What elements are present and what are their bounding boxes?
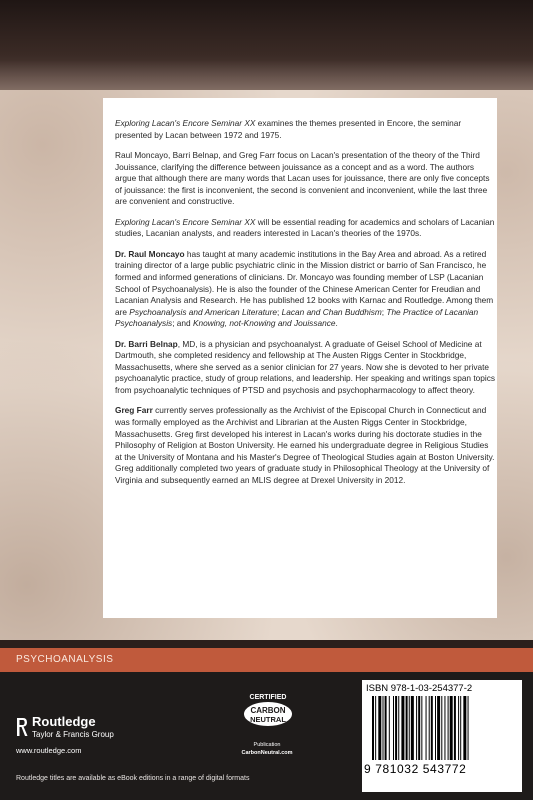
barcode-bar [444, 696, 445, 760]
separator: ; [381, 306, 387, 317]
book-title-italic: Knowing, not-Knowing and Jouissance [192, 318, 336, 329]
barcode-bar [375, 696, 376, 760]
barcode-bar [383, 696, 384, 760]
author-name: Greg Farr [115, 405, 153, 416]
barcode-bar [416, 696, 417, 760]
publisher-name: Routledge [32, 714, 96, 729]
author-bio-moncayo [115, 249, 497, 330]
publisher-group: Taylor & Francis Group [32, 730, 114, 739]
book-title-italic: The Practice of Lacanian Psychoanalysis [115, 306, 479, 329]
top-dark-band [0, 0, 533, 90]
separator: ; and [172, 318, 193, 329]
barcode-bar [441, 696, 442, 760]
isbn-label: ISBN 978-1-03-254377-2 [366, 683, 473, 694]
barcode-bar [463, 696, 466, 760]
badge-carbon-text: CARBON [250, 706, 286, 715]
badge-neutral-text: NEUTRAL [250, 715, 286, 724]
barcode-bar [395, 696, 397, 760]
routledge-logo-icon [16, 716, 29, 738]
barcode-icon [372, 696, 502, 760]
barcode-bar [398, 696, 399, 760]
blurb-text: will be essential reading for academics and scholars of Lacanian studies, Lacanian analysts, and readers interested in Lacan's theories of the 1970s. [115, 216, 495, 239]
book-title-italic: Psychoanalysis and American Literature [129, 306, 278, 317]
barcode-bar [378, 696, 381, 760]
separator: . [335, 318, 338, 329]
barcode-bar [468, 696, 469, 760]
barcode-bar [454, 696, 456, 760]
subject-category-bar: PSYCHOANALYSIS [0, 648, 533, 672]
barcode-bar [431, 696, 433, 760]
publisher-url: www.routledge.com [16, 746, 82, 755]
author-bio-text: has taught at many academic institutions in the Bay Area and abroad. As a retired training director of a large public psychiatric clinic in the Mission district or barrio of San Francisco, he formed and informed generations of clinicians. Dr. Moncayo was founding member of LSP (Lacanian School of Psychoanalysis). He is also the founder of the Chinese American Center for Freudian and Lacanian Analysis and Research. He has published 12 books with Karnac and Routledge. Among them are [115, 248, 494, 317]
barcode-bar [418, 696, 420, 760]
barcode-bar [409, 696, 410, 760]
barcode-bar [437, 696, 440, 760]
barcode-bar [435, 696, 436, 760]
author-bio-belnap [115, 339, 497, 397]
barcode-bar [426, 696, 427, 760]
book-title-italic: Exploring Lacan's Encore Seminar XX [115, 216, 256, 227]
barcode-bar [401, 696, 404, 760]
back-cover-text-panel [103, 98, 497, 618]
book-title-italic: Lacan and Chan Buddhism [281, 306, 382, 317]
ebook-availability-note: Routledge titles are available as eBook editions in a range of digital formats [16, 775, 250, 782]
certification-url: CarbonNeutral.com [241, 750, 293, 756]
book-title-italic: Exploring Lacan's Encore Seminar XX [115, 118, 256, 128]
barcode-bar [393, 696, 394, 760]
barcode-digits: 9 781032 543772 [364, 762, 467, 776]
author-bio-farr [115, 405, 497, 486]
author-bio-text: , MD, is a physician and psychoanalyst. A graduate of Geisel School of Medicine at Dartmouth, she completed residency and fellowship at The Austen Riggs Center in Stockbridge, Massachusetts, where she served as a senior clinician for 27 years. Now she is devoted to her private psychoanalytic practice, study of group relations, and leadership. Her speaking and writings span topics from psychoanalytic techniques of PTSD and psychosis and psychopharmacology to affect theory. [115, 338, 496, 396]
author-name: Dr. Barri Belnap [115, 338, 178, 349]
barcode-bar [372, 696, 374, 760]
barcode-bar [406, 696, 408, 760]
badge-top-text: CERTIFIED [249, 694, 287, 701]
blurb-paragraph-3 [115, 217, 497, 240]
informa-side-text: an informa business [514, 696, 521, 755]
barcode-bar [458, 696, 459, 760]
barcode-bar [411, 696, 414, 760]
blurb-text: examines the themes presented in Encore, the seminar presented by Lacan between 1972 and 1975. [115, 118, 462, 140]
barcode-bar [448, 696, 449, 760]
author-name: Dr. Raul Moncayo [115, 248, 185, 259]
barcode-bar [421, 696, 422, 760]
carbon-neutral-badge-icon [228, 692, 308, 742]
blurb-paragraph-1 [115, 118, 497, 141]
certification-sub: Publication [253, 742, 281, 748]
separator: ; [277, 306, 282, 317]
barcode-bar [450, 696, 453, 760]
barcode-bar [460, 696, 461, 760]
barcode-bar [389, 696, 390, 760]
author-bio-text: currently serves professionally as the Archivist of the Episcopal Church in Connecticut and was formally employed as the Archivist and Librarian at the Austen Riggs Center in Stockbridge, Massachusetts. Greg first developed his interest in Lacan's works during his doctorate studies in the Philosophy of Religion at Boston University. He earned his undergraduate degree in Religious Studies at the University of Montana and his Master's Degree of Theological Studies again at Boston University. Greg additionally completed two years of graduate study in Philosophical Theology at the University of Virginia and subsequently earned an MLIS degree at Drexel University in 2012. [115, 405, 495, 486]
barcode-bar [385, 696, 387, 760]
blurb-paragraph-2: Raul Moncayo, Barri Belnap, and Greg Farr focus on Lacan's presentation of the theory of the Third Jouissance, clarifying the difference between jouissance as a concept and as a word. The authors argue that although there are many words that Lacan uses for jouissance, there are only five concepts of jouissance: the first is inconvenient, the second is convenient and inconvenient, while the last three are convenient and constructive. [115, 149, 490, 207]
barcode-bar [429, 696, 430, 760]
